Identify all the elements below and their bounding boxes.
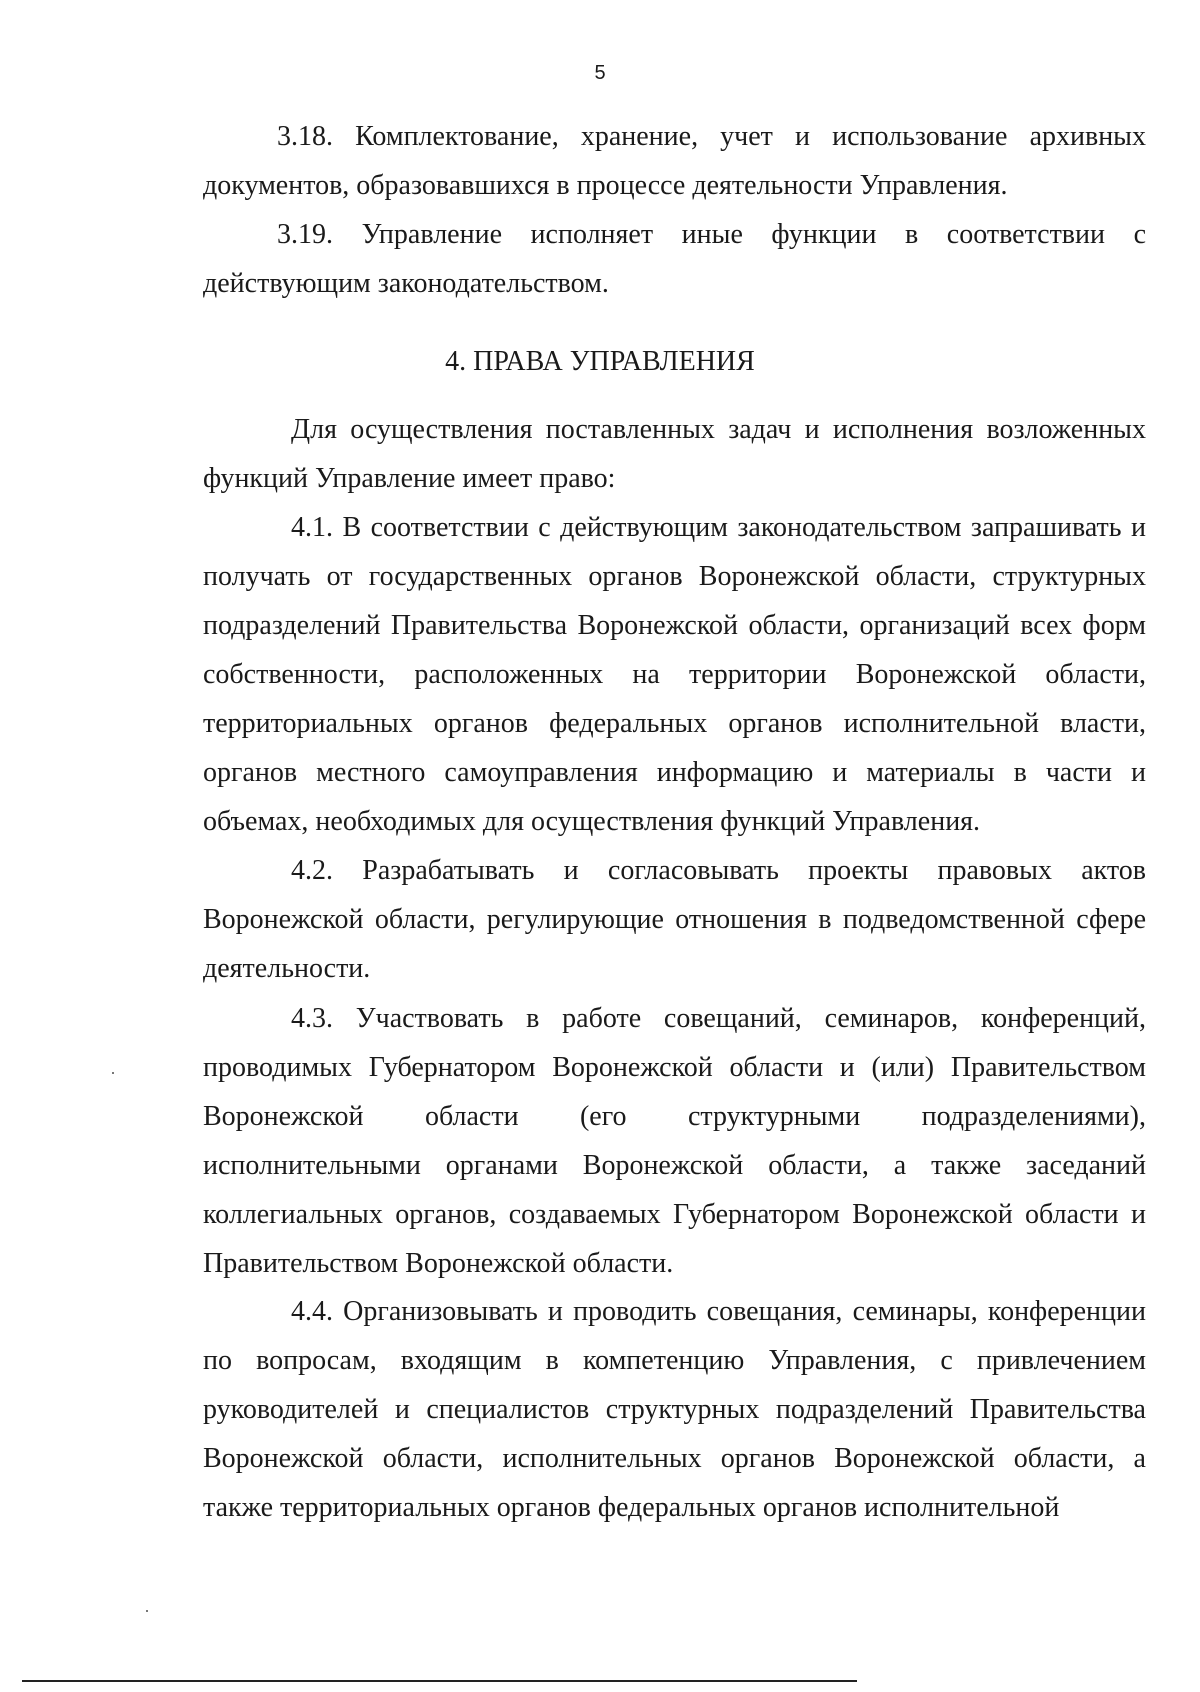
scan-speck bbox=[146, 1610, 148, 1612]
paragraph-4-2: 4.2. Разрабатывать и согласовывать проекты правовых актов Воронежской области, регулирующие отношения в подведомственной сфере деятельности. bbox=[203, 855, 1146, 984]
bottom-rule bbox=[22, 1680, 857, 1682]
paragraph-4-4: 4.4. Организовывать и проводить совещания, семинары, конференции по вопросам, входящим в компетенцию Управления, с привлечением руководителей и специалистов структурных подразделений Правительства Воронежской области, исполнительных органов Воронежской области, а также территориальных органов федеральных органов исполнительной bbox=[203, 1296, 1146, 1523]
paragraph-4-3: 4.3. Участвовать в работе совещаний, семинаров, конференций, проводимых Губернатором Воронежской области и (или) Правительством Воронежской области (его структурными подразделениями), исполнительными органами Воронежской области, а также заседаний коллегиальных органов, создаваемых Губернатором Воронежской области и Правительством Воронежской области. bbox=[203, 1003, 1146, 1279]
section-heading: 4. ПРАВА УПРАВЛЕНИЯ bbox=[445, 346, 755, 377]
paragraph-3-19: 3.19. Управление исполняет иные функции в соответствии с действующим законодательством. bbox=[203, 219, 1146, 299]
paragraph-4-1: 4.1. В соответствии с действующим законодательством запрашивать и получать от государственных органов Воронежской области, структурных подразделений Правительства Воронежской области, организаций всех форм собственности, расположенных на территории Воронежской области, территориальных органов федеральных органов исполнительной власти, органов местного самоуправления информацию и материалы в части и объемах, необходимых для осуществления функций Управления. bbox=[203, 512, 1146, 837]
paragraph-intro: Для осуществления поставленных задач и исполнения возложенных функций Управление имеет право: bbox=[203, 414, 1146, 494]
paragraph-3-18: 3.18. Комплектование, хранение, учет и использование архивных документов, образовавшихся в процессе деятельности Управления. bbox=[203, 121, 1146, 201]
scan-speck bbox=[112, 1072, 114, 1074]
page-number: 5 bbox=[594, 62, 606, 84]
